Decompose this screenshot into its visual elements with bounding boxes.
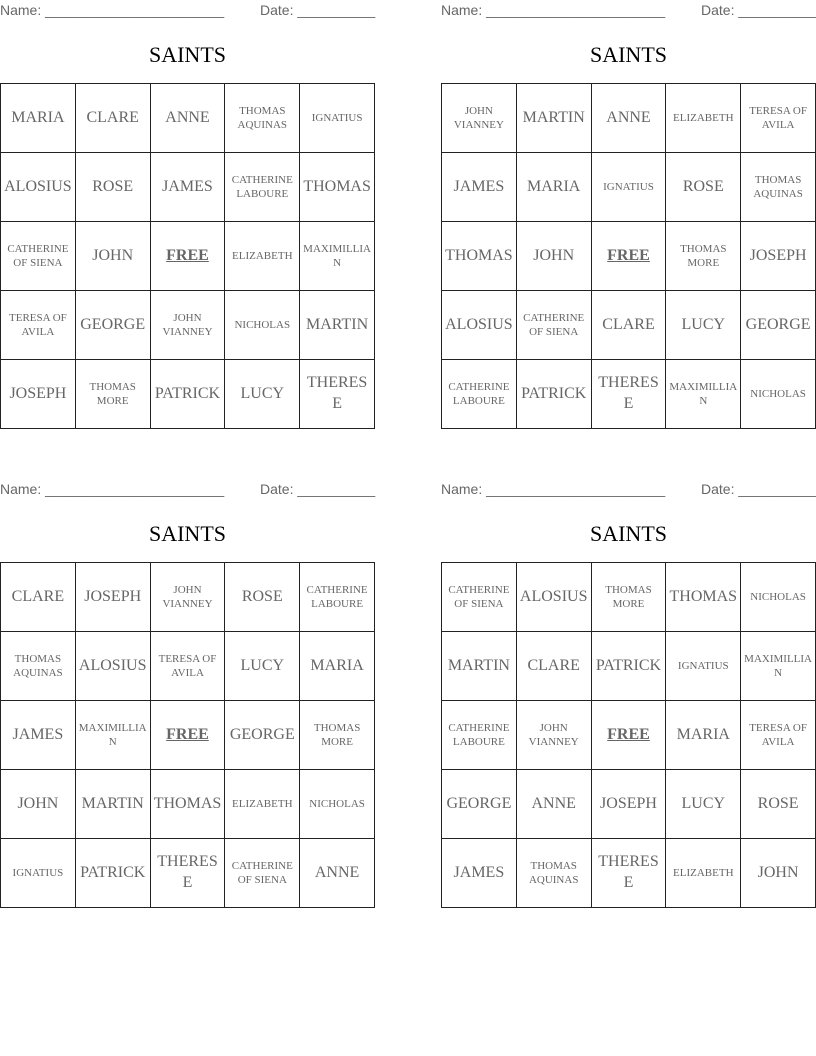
bingo-cell: NICHOLAS <box>225 291 300 360</box>
bingo-grid <box>0 562 375 908</box>
bingo-cell: ALOSIUS <box>75 632 150 701</box>
bingo-cell: GEORGE <box>442 770 517 839</box>
bingo-cell: JAMES <box>150 153 225 222</box>
bingo-cell: JOHN <box>516 222 591 291</box>
bingo-cell: NICHOLAS <box>741 360 816 429</box>
bingo-cell: ANNE <box>300 839 375 908</box>
name-label: Name: _______________________ <box>0 2 225 18</box>
date-label: Date: __________ <box>701 2 816 18</box>
bingo-cell: MAXIMILLIAN <box>741 632 816 701</box>
bingo-card-1 <box>0 0 376 412</box>
bingo-cell: GEORGE <box>225 701 300 770</box>
bingo-cell: ROSE <box>666 153 741 222</box>
bingo-cell: MARIA <box>300 632 375 701</box>
bingo-cell: GEORGE <box>75 291 150 360</box>
date-label: Date: __________ <box>260 481 376 497</box>
bingo-cell: JAMES <box>1 701 76 770</box>
bingo-cell: THOMAS AQUINAS <box>516 839 591 908</box>
bingo-cell: MARIA <box>516 153 591 222</box>
grid-row <box>442 632 816 701</box>
name-label: Name: _______________________ <box>0 481 225 497</box>
bingo-cell: CLARE <box>591 291 666 360</box>
bingo-cell: MARIA <box>1 84 76 153</box>
grid-row <box>442 839 816 908</box>
bingo-cell: ROSE <box>225 563 300 632</box>
bingo-cell: LUCY <box>666 770 741 839</box>
bingo-cell: THOMAS AQUINAS <box>1 632 76 701</box>
bingo-cell: ELIZABETH <box>666 84 741 153</box>
bingo-cell: ROSE <box>75 153 150 222</box>
bingo-cell: ELIZABETH <box>225 222 300 291</box>
grid-row <box>1 770 375 839</box>
bingo-cell: THOMAS AQUINAS <box>741 153 816 222</box>
bingo-cell: JOSEPH <box>591 770 666 839</box>
grid-row <box>442 701 816 770</box>
bingo-cell: JOSEPH <box>75 563 150 632</box>
grid-row <box>442 153 816 222</box>
bingo-cell: MARTIN <box>75 770 150 839</box>
free-space-label: FREE <box>166 725 209 743</box>
bingo-cell: GEORGE <box>741 291 816 360</box>
bingo-cell: THERESE <box>591 839 666 908</box>
bingo-cell: CATHERINE OF SIENA <box>442 563 517 632</box>
free-space-cell <box>591 222 666 291</box>
card-title: SAINTS <box>148 521 226 546</box>
bingo-cell: CLARE <box>1 563 76 632</box>
bingo-cell: THOMAS <box>300 153 375 222</box>
free-space-cell <box>150 701 225 770</box>
bingo-cell: JOHN VIANNEY <box>150 563 225 632</box>
bingo-cell: THOMAS <box>150 770 225 839</box>
bingo-cell: JOHN VIANNEY <box>516 701 591 770</box>
bingo-cell: CATHERINE LABOURE <box>442 360 517 429</box>
bingo-grid <box>441 83 816 429</box>
bingo-cell: NICHOLAS <box>741 563 816 632</box>
bingo-cell: ANNE <box>516 770 591 839</box>
grid-row <box>442 291 816 360</box>
free-space-label: FREE <box>607 246 650 264</box>
bingo-cell: TERESA OF AVILA <box>741 701 816 770</box>
bingo-cell: CATHERINE OF SIENA <box>516 291 591 360</box>
grid-row <box>442 360 816 429</box>
grid-row <box>1 563 375 632</box>
bingo-cell: JOHN <box>75 222 150 291</box>
bingo-cell: MARTIN <box>300 291 375 360</box>
bingo-cell: ALOSIUS <box>1 153 76 222</box>
bingo-cell: ELIZABETH <box>666 839 741 908</box>
bingo-cell: THOMAS MORE <box>75 360 150 429</box>
date-label: Date: __________ <box>260 2 376 18</box>
free-space-cell <box>150 222 225 291</box>
grid-row <box>1 360 375 429</box>
grid-row <box>442 222 816 291</box>
bingo-cell: CATHERINE LABOURE <box>300 563 375 632</box>
bingo-cell: THOMAS MORE <box>666 222 741 291</box>
free-space-label: FREE <box>166 246 209 264</box>
bingo-cell: ALOSIUS <box>516 563 591 632</box>
grid-row <box>442 770 816 839</box>
bingo-cell: MARIA <box>666 701 741 770</box>
free-space-cell <box>591 701 666 770</box>
bingo-cell: IGNATIUS <box>300 84 375 153</box>
bingo-cell: MARTIN <box>442 632 517 701</box>
bingo-cell: CLARE <box>516 632 591 701</box>
bingo-cell: NICHOLAS <box>300 770 375 839</box>
bingo-cell: JAMES <box>442 839 517 908</box>
grid-row <box>1 291 375 360</box>
grid-row <box>442 563 816 632</box>
bingo-cell: TERESA OF AVILA <box>150 632 225 701</box>
bingo-cell: JAMES <box>442 153 517 222</box>
bingo-card-3 <box>0 479 376 891</box>
bingo-cell: THOMAS MORE <box>591 563 666 632</box>
bingo-cell: CATHERINE OF SIENA <box>1 222 76 291</box>
bingo-cell: THERESE <box>150 839 225 908</box>
bingo-cell: JOHN VIANNEY <box>150 291 225 360</box>
name-label: Name: _______________________ <box>441 481 666 497</box>
card-title: SAINTS <box>148 42 226 67</box>
bingo-cell: IGNATIUS <box>666 632 741 701</box>
bingo-cell: PATRICK <box>516 360 591 429</box>
bingo-cell: TERESA OF AVILA <box>1 291 76 360</box>
bingo-cell: LUCY <box>225 632 300 701</box>
date-label: Date: __________ <box>701 481 816 497</box>
bingo-cell: ROSE <box>741 770 816 839</box>
bingo-cell: ALOSIUS <box>442 291 517 360</box>
bingo-cell: THERESE <box>300 360 375 429</box>
card-header <box>0 0 375 22</box>
bingo-cell: IGNATIUS <box>1 839 76 908</box>
bingo-cell: CLARE <box>75 84 150 153</box>
free-space-label: FREE <box>607 725 650 743</box>
bingo-cell: MAXIMILLIAN <box>666 360 741 429</box>
bingo-cell: MARTIN <box>516 84 591 153</box>
bingo-cell: CATHERINE LABOURE <box>225 153 300 222</box>
bingo-cell: THOMAS <box>442 222 517 291</box>
bingo-cell: JOHN <box>1 770 76 839</box>
bingo-cell: LUCY <box>225 360 300 429</box>
bingo-cell: PATRICK <box>591 632 666 701</box>
bingo-card-4 <box>441 479 816 891</box>
bingo-cell: LUCY <box>666 291 741 360</box>
bingo-cell: THERESE <box>591 360 666 429</box>
bingo-card-2 <box>441 0 816 412</box>
card-header <box>441 479 816 501</box>
bingo-cell: THOMAS AQUINAS <box>225 84 300 153</box>
bingo-grid <box>441 562 816 908</box>
bingo-cell: IGNATIUS <box>591 153 666 222</box>
bingo-cell: JOSEPH <box>741 222 816 291</box>
card-title: SAINTS <box>589 521 667 546</box>
grid-row <box>442 84 816 153</box>
bingo-cell: TERESA OF AVILA <box>741 84 816 153</box>
bingo-cell: JOHN <box>741 839 816 908</box>
bingo-cell: JOSEPH <box>1 360 76 429</box>
bingo-cell: ANNE <box>150 84 225 153</box>
card-header <box>441 0 816 22</box>
bingo-cell: CATHERINE OF SIENA <box>225 839 300 908</box>
grid-row <box>1 222 375 291</box>
bingo-cell: PATRICK <box>75 839 150 908</box>
card-header <box>0 479 375 501</box>
name-label: Name: _______________________ <box>441 2 666 18</box>
bingo-cell: PATRICK <box>150 360 225 429</box>
bingo-cell: CATHERINE LABOURE <box>442 701 517 770</box>
grid-row <box>1 153 375 222</box>
bingo-cell: MAXIMILLIAN <box>300 222 375 291</box>
card-title: SAINTS <box>589 42 667 67</box>
grid-row <box>1 701 375 770</box>
bingo-cell: JOHN VIANNEY <box>442 84 517 153</box>
bingo-cell: ANNE <box>591 84 666 153</box>
grid-row <box>1 84 375 153</box>
bingo-grid <box>0 83 375 429</box>
bingo-cell: THOMAS <box>666 563 741 632</box>
bingo-cell: ELIZABETH <box>225 770 300 839</box>
grid-row <box>1 632 375 701</box>
grid-row <box>1 839 375 908</box>
bingo-cell: THOMAS MORE <box>300 701 375 770</box>
bingo-cell: MAXIMILLIAN <box>75 701 150 770</box>
